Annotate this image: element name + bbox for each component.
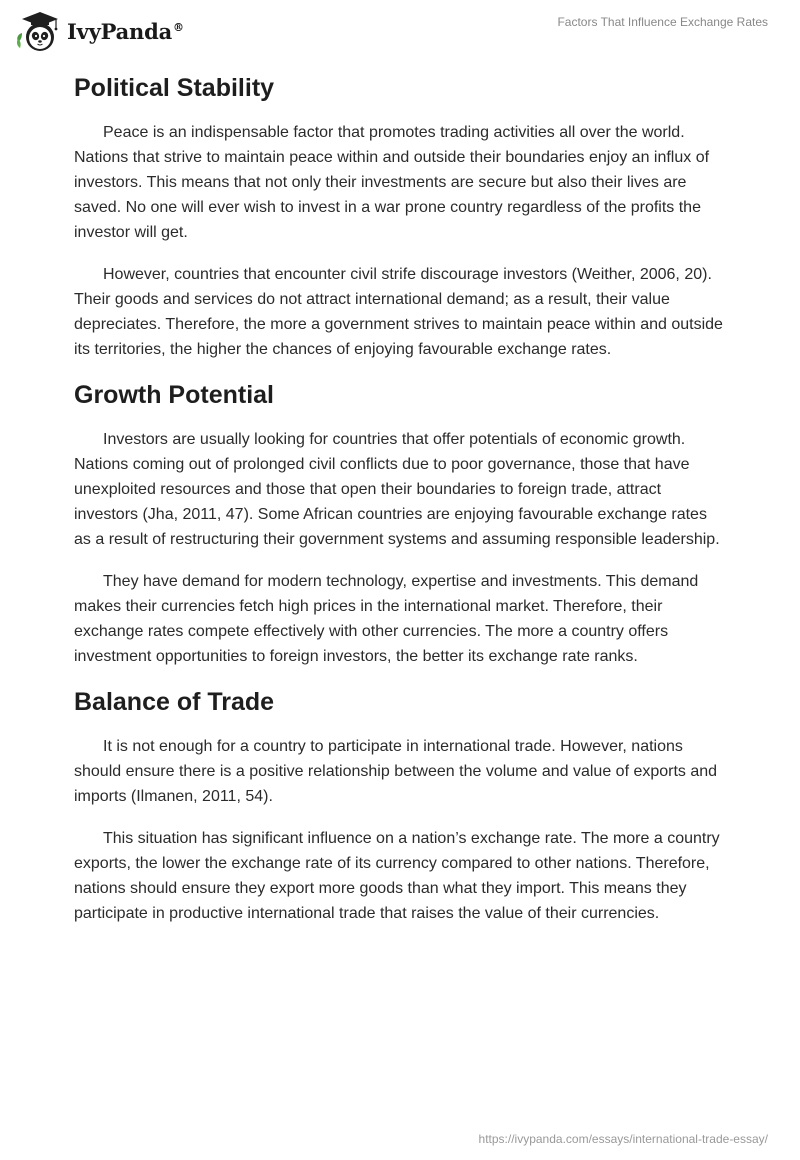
section-heading: Balance of Trade [74,688,275,716]
paragraph: Investors are usually looking for countries that offer potentials of economic growth. Nations coming out of prolonged civil conflicts due to poor governance, those that have unexploited resources and those that open their boundaries to foreign trade, attract investors (Jha, 2011, 47). Some African countries are enjoying favourable exchange rates as a result of restructuring their government systems and assuming responsible leadership. [74,431,720,548]
section-heading: Growth Potential [74,381,274,409]
registered-mark: ® [173,20,184,34]
section-growth-potential [74,379,726,669]
essay-content [74,72,726,943]
document-title: Factors That Influence Exchange Rates [557,15,768,29]
paragraph: It is not enough for a country to participate in international trade. However, nations should ensure there is a positive relationship between the volume and value of exports and imports (Ilmanen, 2011, 54). [74,738,718,805]
section-balance-of-trade [74,686,726,926]
paragraph: They have demand for modern technology, expertise and investments. This demand makes their currencies fetch high prices in the international market. Therefore, their exchange rates compete effectively with other currencies. The more a country offers investment opportunities to foreign investors, the better its exchange rate ranks. [74,573,699,665]
ivypanda-logo[interactable] [14,8,184,54]
panda-graduation-cap-icon [14,8,62,54]
source-url[interactable]: https://ivypanda.com/essays/international-trade-essay/ [478,1132,768,1146]
section-political-stability [74,72,726,362]
page-header [0,0,800,60]
brand-name: IvyPanda® [67,18,184,44]
section-heading: Political Stability [74,74,275,102]
paragraph: This situation has significant influence on a nation’s exchange rate. The more a country exports, the lower the exchange rate of its currency compared to other nations. Therefore, nations should ensure they export more goods than what they import. This means they participate in productive international trade that raises the value of their currencies. [74,830,720,922]
paragraph: However, countries that encounter civil strife discourage investors (Weither, 2006, 20). Their goods and services do not attract international demand; as a result, their value depreciates. Therefore, the more a government strives to maintain peace within and outside its territories, the higher the chances of enjoying favourable exchange rates. [74,266,723,358]
paragraph: Peace is an indispensable factor that promotes trading activities all over the world. Nations that strive to maintain peace within and outside their boundaries enjoy an influx of investors. This means that not only their investments are secure but also their lives are saved. No one will ever wish to invest in a war prone country regardless of the profits the investor will get. [74,124,710,241]
